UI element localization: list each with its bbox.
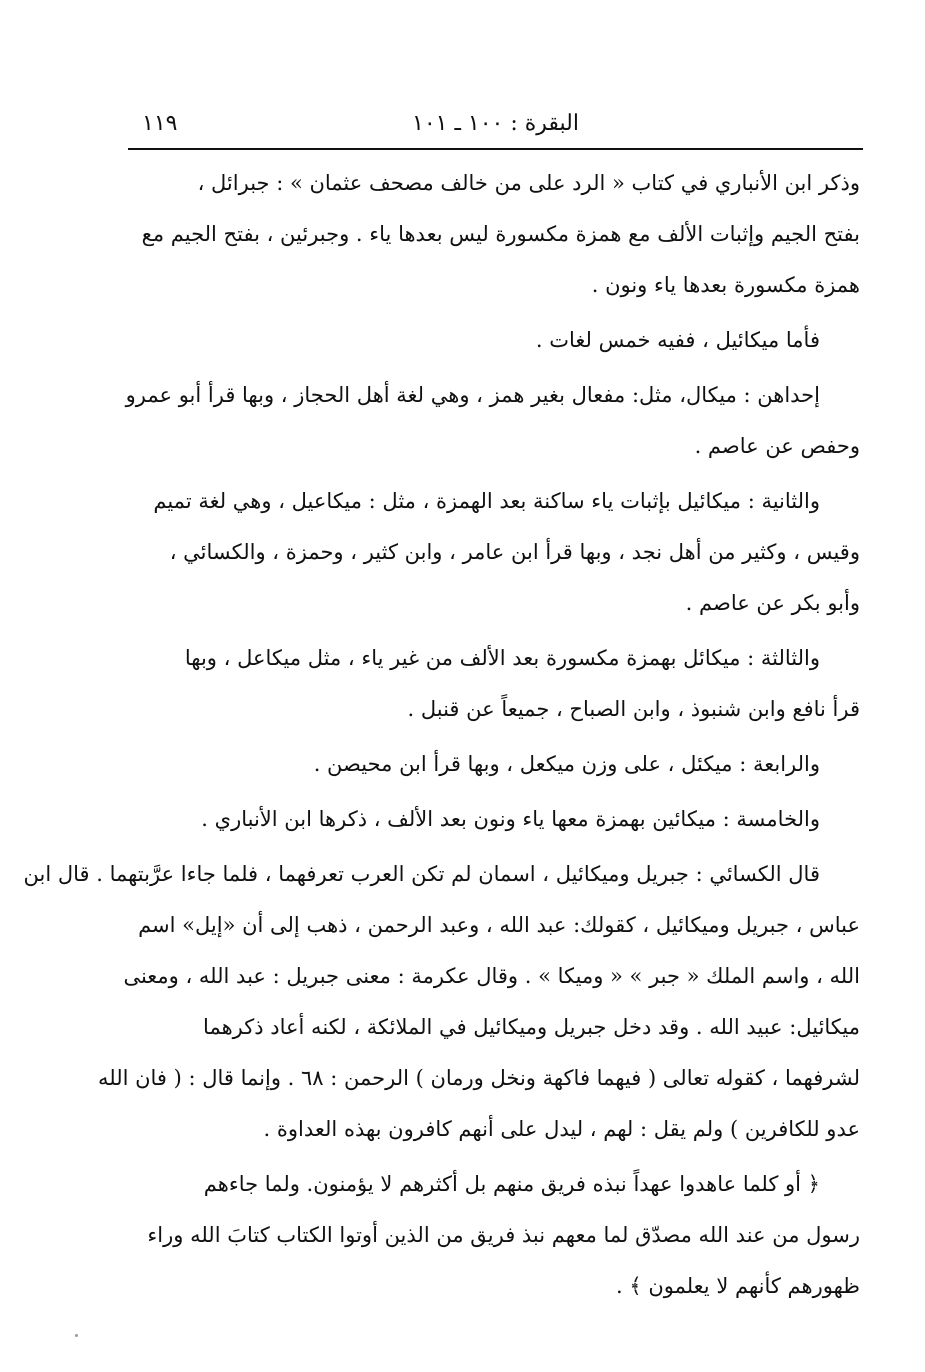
text-line: لشرفهما ، كقوله تعالى ( فيهما فاكهة ونخل ورمان ) الرحمن : ٦٨ . وإنما قال : ( فان الله (97, 1066, 860, 1090)
text-line: والخامسة : ميكائين بهمزة معها ياء ونون بعد الألف ، ذكرها ابن الأنباري . (201, 807, 820, 831)
paragraph (118, 739, 860, 790)
text-line: عباس ، جبريل وميكائيل ، كقولك: عبد الله ، وعبد الرحمن ، ذهب إلى أن «إيل» اسم (138, 913, 860, 937)
text-line: قرأ نافع وابن شنبوذ ، وابن الصباح ، جميعاً عن قنبل . (407, 697, 860, 721)
text-line: فأما ميكائيل ، ففيه خمس لغات . (535, 328, 820, 352)
text-line: وذكر ابن الأنباري في كتاب « الرد على من خالف مصحف عثمان » : جبرائل ، (197, 171, 860, 195)
paragraph (118, 1159, 860, 1312)
text-line: ميكائيل: عبيد الله . وقد دخل جبريل وميكائيل في الملائكة ، لكنه أعاد ذكرهما (203, 1015, 860, 1039)
text-line: وحفص عن عاصم . (694, 434, 860, 458)
text-line: رسول من عند الله مصدّق لما معهم نبذ فريق من الذين أوتوا الكتاب كتابَ الله وراء (147, 1223, 860, 1247)
text-line: بفتح الجيم وإثبات الألف مع همزة مكسورة ليس بعدها ياء . وجبرئين ، بفتح الجيم مع (141, 222, 860, 246)
text-line: وأبو بكر عن عاصم . (685, 591, 860, 615)
surah-verse-range: البقرة : ١٠٠ ـ ١٠١ (412, 111, 579, 136)
paragraph (118, 370, 860, 472)
text-line: والثانية : ميكائيل بإثبات ياء ساكنة بعد الهمزة ، مثل : ميكاعيل ، وهي لغة تميم (153, 489, 820, 513)
page-body (23, 158, 860, 1312)
page-number: ١١٩ (142, 111, 178, 136)
text-line: الله ، واسم الملك « جبر » « وميكا » . وقال عكرمة : معنى جبريل : عبد الله ، ومعنى (123, 964, 860, 988)
scan-speck (75, 1334, 78, 1337)
running-header (128, 104, 863, 144)
text-line: ﴿ أو كلما عاهدوا عهداً نبذه فريق منهم بل أكثرهم لا يؤمنون. ولما جاءهم (203, 1172, 820, 1196)
text-line: ظهورهم كأنهم لا يعلمون ﴾ . (615, 1274, 860, 1298)
text-line: والثالثة : ميكائل بهمزة مكسورة بعد الألف من غير ياء ، مثل ميكاعل ، وبها (184, 646, 820, 670)
paragraph (118, 794, 860, 845)
text-line: إحداهن : ميكال، مثل: مفعال بغير همز ، وهي لغة أهل الحجاز ، وبها قرأ أبو عمرو (125, 383, 820, 407)
paragraph (118, 158, 860, 311)
text-line: قال الكسائي : جبريل وميكائيل ، اسمان لم تكن العرب تعرفهما ، فلما جاءا عرَّبتهما . قال ابن (23, 862, 820, 886)
text-line: وقيس ، وكثير من أهل نجد ، وبها قرأ ابن عامر ، وابن كثير ، وحمزة ، والكسائي ، (169, 540, 860, 564)
text-line: همزة مكسورة بعدها ياء ونون . (591, 273, 860, 297)
text-line: عدو للكافرين ) ولم يقل : لهم ، ليدل على أنهم كافرون بهذه العداوة . (263, 1117, 860, 1141)
paragraph (118, 315, 860, 366)
header-rule (128, 148, 863, 150)
paragraph (118, 633, 860, 735)
paragraph (118, 476, 860, 629)
text-line: والرابعة : ميكئل ، على وزن ميكعل ، وبها قرأ ابن محيصن . (313, 752, 820, 776)
paragraph (23, 849, 860, 1155)
